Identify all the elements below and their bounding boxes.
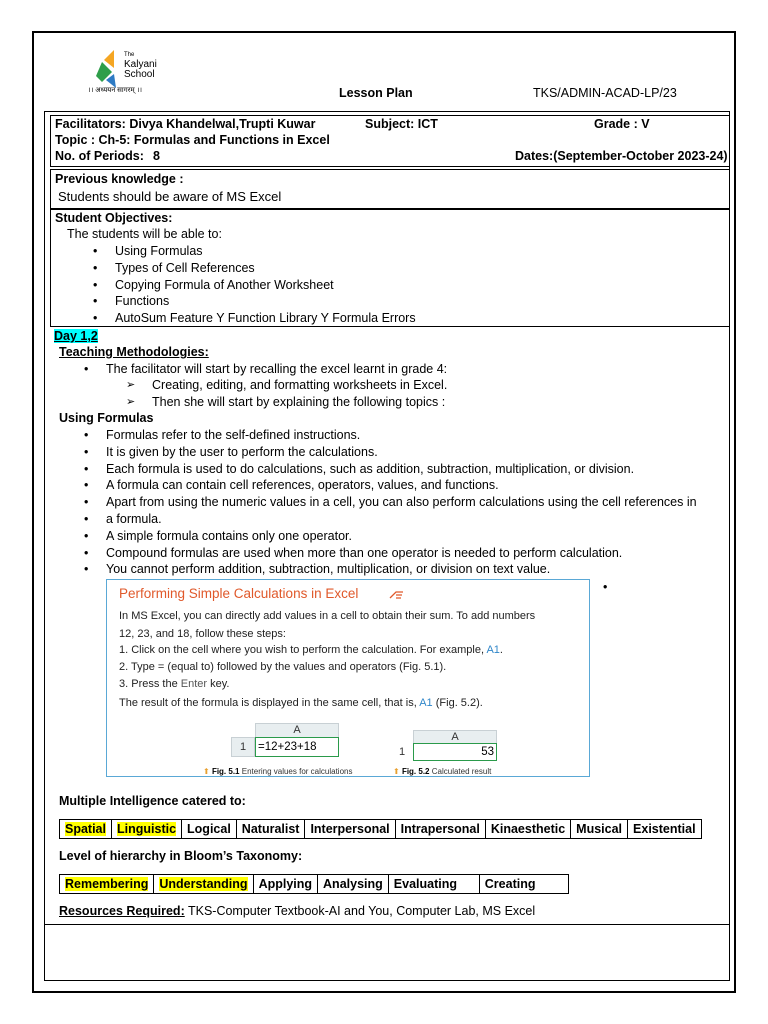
- objectives-section: [50, 209, 730, 327]
- resources-line: [59, 904, 535, 918]
- day-label: Day 1,2: [54, 329, 98, 343]
- figure-step-3: 3. Press the Enter key.: [119, 678, 230, 690]
- result-cell: 53: [413, 743, 497, 761]
- intelligence-table: [59, 819, 702, 839]
- list-item: • Apart from using the numeric values in a cell, you can also perform calculations using the cell references in: [80, 494, 697, 511]
- textbook-figure: [106, 579, 590, 777]
- bloom-cell: Evaluating: [388, 875, 479, 894]
- resources-divider: [44, 924, 730, 925]
- formulas-list: [80, 427, 697, 578]
- logo-wordmark: The Kalyani School: [124, 52, 157, 80]
- list-item: • Formulas refer to the self-defined instructions.: [80, 427, 697, 444]
- list-item: ➢ Then she will start by explaining the following topics :: [126, 394, 447, 411]
- list-item: • Types of Cell References: [89, 260, 416, 277]
- bloom-cell: Analysing: [318, 875, 389, 894]
- document-code: TKS/ADMIN-ACAD-LP/23: [533, 86, 677, 100]
- figure-caption-2: ⬆ Fig. 5.2 Calculated result: [393, 767, 492, 776]
- figure-title: Performing Simple Calculations in Excel: [119, 586, 359, 601]
- column-header-a: A: [413, 730, 497, 744]
- list-item: • You cannot perform addition, subtraction, multiplication, or division on text value.: [80, 561, 697, 578]
- stray-bullet: •: [603, 580, 608, 594]
- list-item: • It is given by the user to perform the calculations.: [80, 444, 697, 461]
- list-item: ➢ Creating, editing, and formatting worksheets in Excel.: [126, 377, 447, 394]
- intelligence-cell: Intrapersonal: [395, 820, 485, 839]
- list-item: • Functions: [89, 293, 416, 310]
- facilitators: Facilitators: Divya Khandelwal,Trupti Kuwar: [55, 117, 316, 131]
- intelligence-cell: Logical: [182, 820, 237, 839]
- figure-result: The result of the formula is displayed in the same cell, that is, A1 (Fig. 5.2).: [119, 697, 483, 709]
- figure-step-2: 2. Type = (equal to) followed by the values and operators (Fig. 5.1).: [119, 661, 447, 673]
- methodologies-heading: Teaching Methodologies:: [59, 345, 209, 359]
- list-item: • A simple formula contains only one operator.: [80, 528, 697, 545]
- intelligence-cell: Naturalist: [236, 820, 305, 839]
- objectives-intro: The students will be able to:: [67, 227, 222, 241]
- resources-text: TKS-Computer Textbook-AI and You, Computer Lab, MS Excel: [184, 904, 536, 918]
- bloom-table: [59, 874, 569, 894]
- objectives-heading: Student Objectives:: [55, 211, 173, 225]
- info-section: [50, 115, 730, 167]
- figure-step-1: 1. Click on the cell where you wish to perform the calculation. For example, A1.: [119, 644, 503, 656]
- list-item: • A formula can contain cell references, operators, values, and functions.: [80, 477, 697, 494]
- column-header-a: A: [255, 723, 339, 738]
- dates: Dates:(September-October 2023-24): [515, 149, 728, 163]
- previous-knowledge-section: [50, 169, 730, 209]
- periods-label: No. of Periods:: [55, 149, 144, 163]
- figure-intro-2: 12, 23, and 18, follow these steps:: [119, 628, 286, 640]
- list-item: • Each formula is used to do calculations, such as addition, subtraction, multiplication, or division.: [80, 461, 697, 478]
- previous-text: Students should be aware of MS Excel: [58, 189, 282, 204]
- list-item: • Copying Formula of Another Worksheet: [89, 277, 416, 294]
- periods-value: 8: [153, 149, 160, 163]
- intelligence-cell: Existential: [628, 820, 702, 839]
- intelligence-cell: Musical: [571, 820, 628, 839]
- list-item: • Using Formulas: [89, 243, 416, 260]
- formulas-heading: Using Formulas: [59, 411, 154, 425]
- bloom-cell: Remembering: [60, 875, 154, 894]
- list-item-continued: • a formula.: [80, 511, 697, 528]
- intelligence-cell: Linguistic: [112, 820, 182, 839]
- list-item: • AutoSum Feature Y Function Library Y Formula Errors: [89, 310, 416, 327]
- logo-tagline: ।। अध्ययन सागरम् ।।: [88, 87, 142, 94]
- subject: Subject: ICT: [365, 117, 438, 131]
- topic: Topic : Ch-5: Formulas and Functions in Excel: [55, 133, 330, 147]
- intelligence-cell: Kinaesthetic: [485, 820, 570, 839]
- list-item: • Compound formulas are used when more than one operator is needed to perform calculation.: [80, 545, 697, 562]
- pointing-hand-icon: [388, 588, 406, 602]
- document-type: Lesson Plan: [339, 86, 413, 100]
- previous-heading: Previous knowledge :: [55, 172, 184, 186]
- figure-caption-1: ⬆ Fig. 5.1 Entering values for calculations: [203, 767, 353, 776]
- row-number: 1: [391, 743, 413, 761]
- formula-cell: =12+23+18: [255, 737, 339, 757]
- resources-label: Resources Required:: [59, 904, 185, 918]
- bloom-heading: Level of hierarchy in Bloom’s Taxonomy:: [59, 849, 303, 863]
- bloom-cell: Applying: [253, 875, 317, 894]
- intelligence-cell: Interpersonal: [305, 820, 395, 839]
- intelligence-cell: Spatial: [60, 820, 112, 839]
- intelligence-heading: Multiple Intelligence catered to:: [59, 794, 246, 808]
- recall-list: [80, 361, 447, 378]
- row-number: 1: [231, 737, 255, 757]
- bloom-cell: Creating: [479, 875, 568, 894]
- recall-sub-list: [126, 377, 447, 411]
- grade: Grade : V: [594, 117, 650, 131]
- objectives-list: [89, 243, 416, 327]
- list-item: • The facilitator will start by recalling the excel learnt in grade 4:: [80, 361, 447, 378]
- figure-intro-1: In MS Excel, you can directly add values in a cell to obtain their sum. To add numbers: [119, 610, 536, 622]
- bloom-cell: Understanding: [154, 875, 253, 894]
